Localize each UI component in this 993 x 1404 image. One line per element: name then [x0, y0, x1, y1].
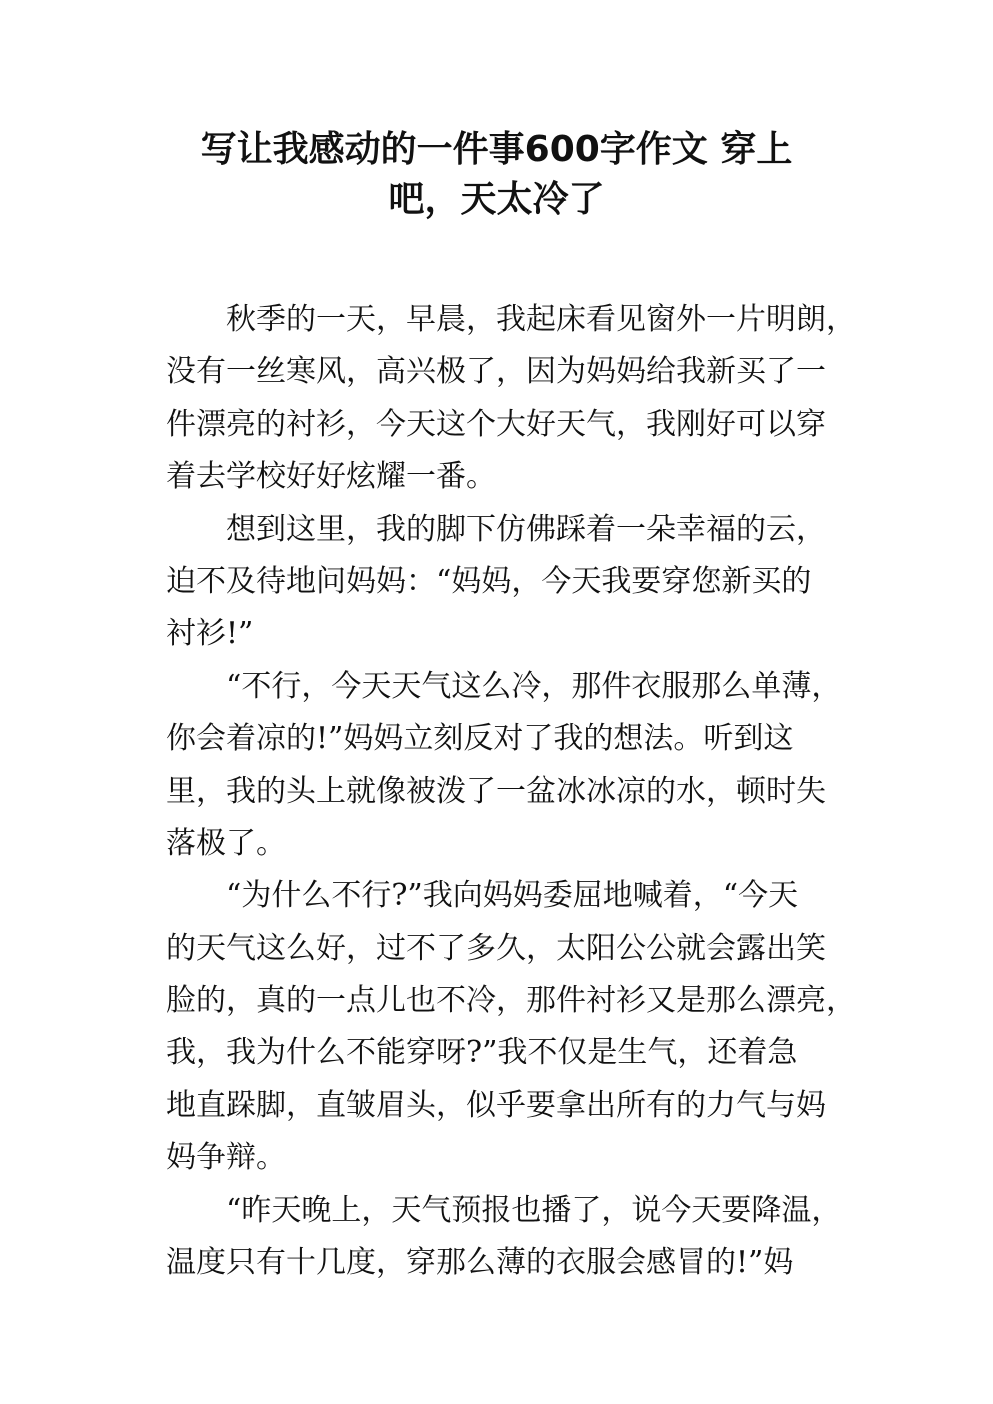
text-line: 地直跺脚，直皱眉头，似乎要拿出所有的力气与妈 — [166, 1087, 826, 1123]
text-line: “不行，今天天气这么冷，那件衣服那么单薄， — [226, 668, 842, 704]
title-line: 吧，天太冷了 — [388, 179, 605, 220]
text-line: 妈争辩。 — [166, 1140, 286, 1176]
text-line: 衬衫!” — [166, 616, 254, 652]
text-line: 秋季的一天，早晨，我起床看见窗外一片明朗， — [226, 302, 856, 337]
text-line: 你会着凉的!”妈妈立刻反对了我的想法。听到这 — [166, 721, 794, 757]
text-line: “为什么不行?”我向妈妈委屈地喊着，“今天 — [226, 878, 799, 914]
text-line: 温度只有十几度，穿那么薄的衣服会感冒的!”妈 — [166, 1245, 794, 1281]
paragraph — [166, 1185, 846, 1290]
text-line: 迫不及待地问妈妈：“妈妈，今天我要穿您新买的 — [166, 563, 812, 599]
text-line: 着去学校好好炫耀一番。 — [166, 459, 496, 495]
text-line: 的天气这么好，过不了多久，太阳公公就会露出笑 — [166, 930, 826, 966]
text-line: 没有一丝寒风，高兴极了，因为妈妈给我新买了一 — [166, 354, 826, 390]
text-line: 件漂亮的衬衫，今天这个大好天气，我刚好可以穿 — [166, 406, 826, 442]
document-body — [166, 294, 856, 1289]
paragraph — [166, 661, 846, 871]
paragraph — [166, 294, 856, 504]
text-line: 落极了。 — [166, 825, 286, 861]
title-line: 写让我感动的一件事600字作文 穿上 — [200, 129, 793, 170]
text-line: 脸的，真的一点儿也不冷，那件衬衫又是那么漂亮， — [166, 983, 856, 1019]
text-line: “昨天晚上，天气预报也播了，说今天要降温， — [226, 1192, 842, 1228]
text-line: 想到这里，我的脚下仿佛踩着一朵幸福的云， — [226, 511, 826, 547]
text-line: 里，我的头上就像被泼了一盆冰冰凉的水，顿时失 — [166, 773, 826, 809]
text-line: 我，我为什么不能穿呀?”我不仅是生气，还着急 — [166, 1035, 798, 1071]
document-title — [0, 125, 993, 225]
paragraph — [166, 870, 856, 1184]
paragraph — [166, 504, 846, 661]
